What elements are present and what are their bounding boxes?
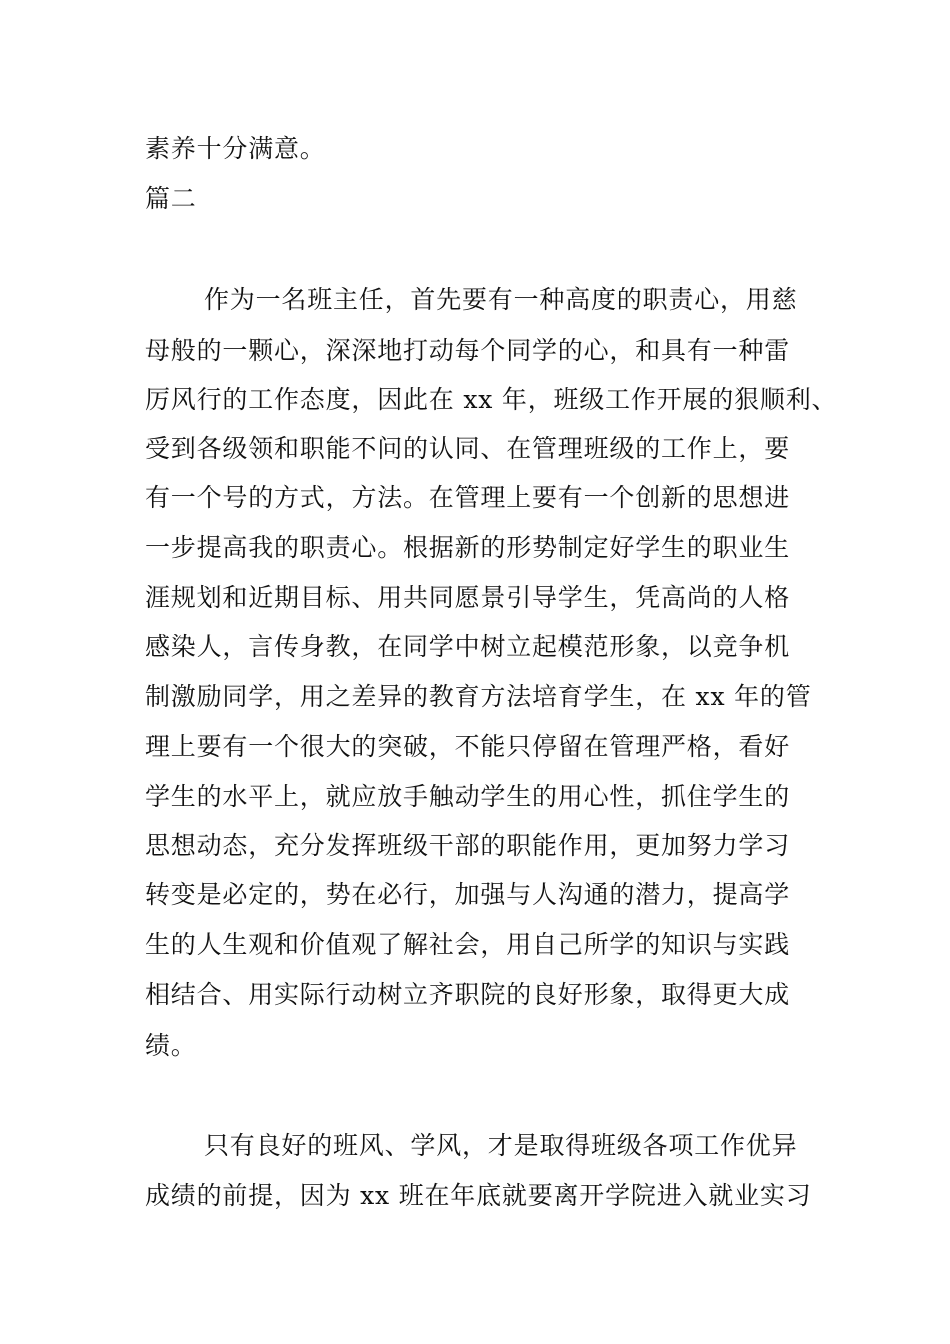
paragraph-line: 生的人生观和价值观了解社会，用自己所学的知识与实践: [145, 930, 791, 959]
paragraph-line: 转变是必定的，势在必行，加强与人沟通的潜力，提高学: [145, 880, 791, 909]
paragraph-line: 有一个号的方式，方法。在管理上要有一个创新的思想进: [145, 483, 791, 512]
paragraph-line: 感染人，言传身教，在同学中树立起模范形象，以竞争机: [145, 632, 791, 661]
paragraph-line: 涯规划和近期目标、用共同愿景引导学生，凭高尚的人格: [145, 583, 791, 612]
paragraph-line: 理上要有一个很大的突破，不能只停留在管理严格，看好: [145, 732, 791, 761]
section-heading: 篇二: [145, 184, 197, 213]
paragraph-line: 成绩的前提，因为 xx 班在年底就要离开学院进入就业实习: [145, 1181, 812, 1210]
paragraph-line: 母般的一颗心，深深地打动每个同学的心，和具有一种雷: [145, 336, 791, 365]
paragraph-line: 作为一名班主任，首先要有一种高度的职责心，用慈: [204, 285, 798, 314]
continuation-line: 素养十分满意。: [145, 134, 326, 163]
paragraph-line: 只有良好的班风、学风，才是取得班级各项工作优异: [204, 1131, 798, 1160]
paragraph-line: 受到各级领和职能不问的认同、在管理班级的工作上，要: [145, 434, 791, 463]
paragraph-line: 思想动态，充分发挥班级干部的职能作用，更加努力学习: [145, 831, 791, 860]
paragraph-line: 绩。: [145, 1031, 197, 1060]
paragraph-line: 厉风行的工作态度，因此在 xx 年，班级工作开展的狠顺利、: [145, 385, 838, 414]
paragraph-line: 一步提高我的职责心。根据新的形势制定好学生的职业生: [145, 533, 791, 562]
paragraph-line: 学生的水平上，就应放手触动学生的用心性，抓住学生的: [145, 782, 791, 811]
paragraph-line: 制激励同学，用之差异的教育方法培育学生，在 xx 年的管: [145, 682, 812, 711]
paragraph-line: 相结合、用实际行动树立齐职院的良好形象，取得更大成: [145, 980, 791, 1009]
